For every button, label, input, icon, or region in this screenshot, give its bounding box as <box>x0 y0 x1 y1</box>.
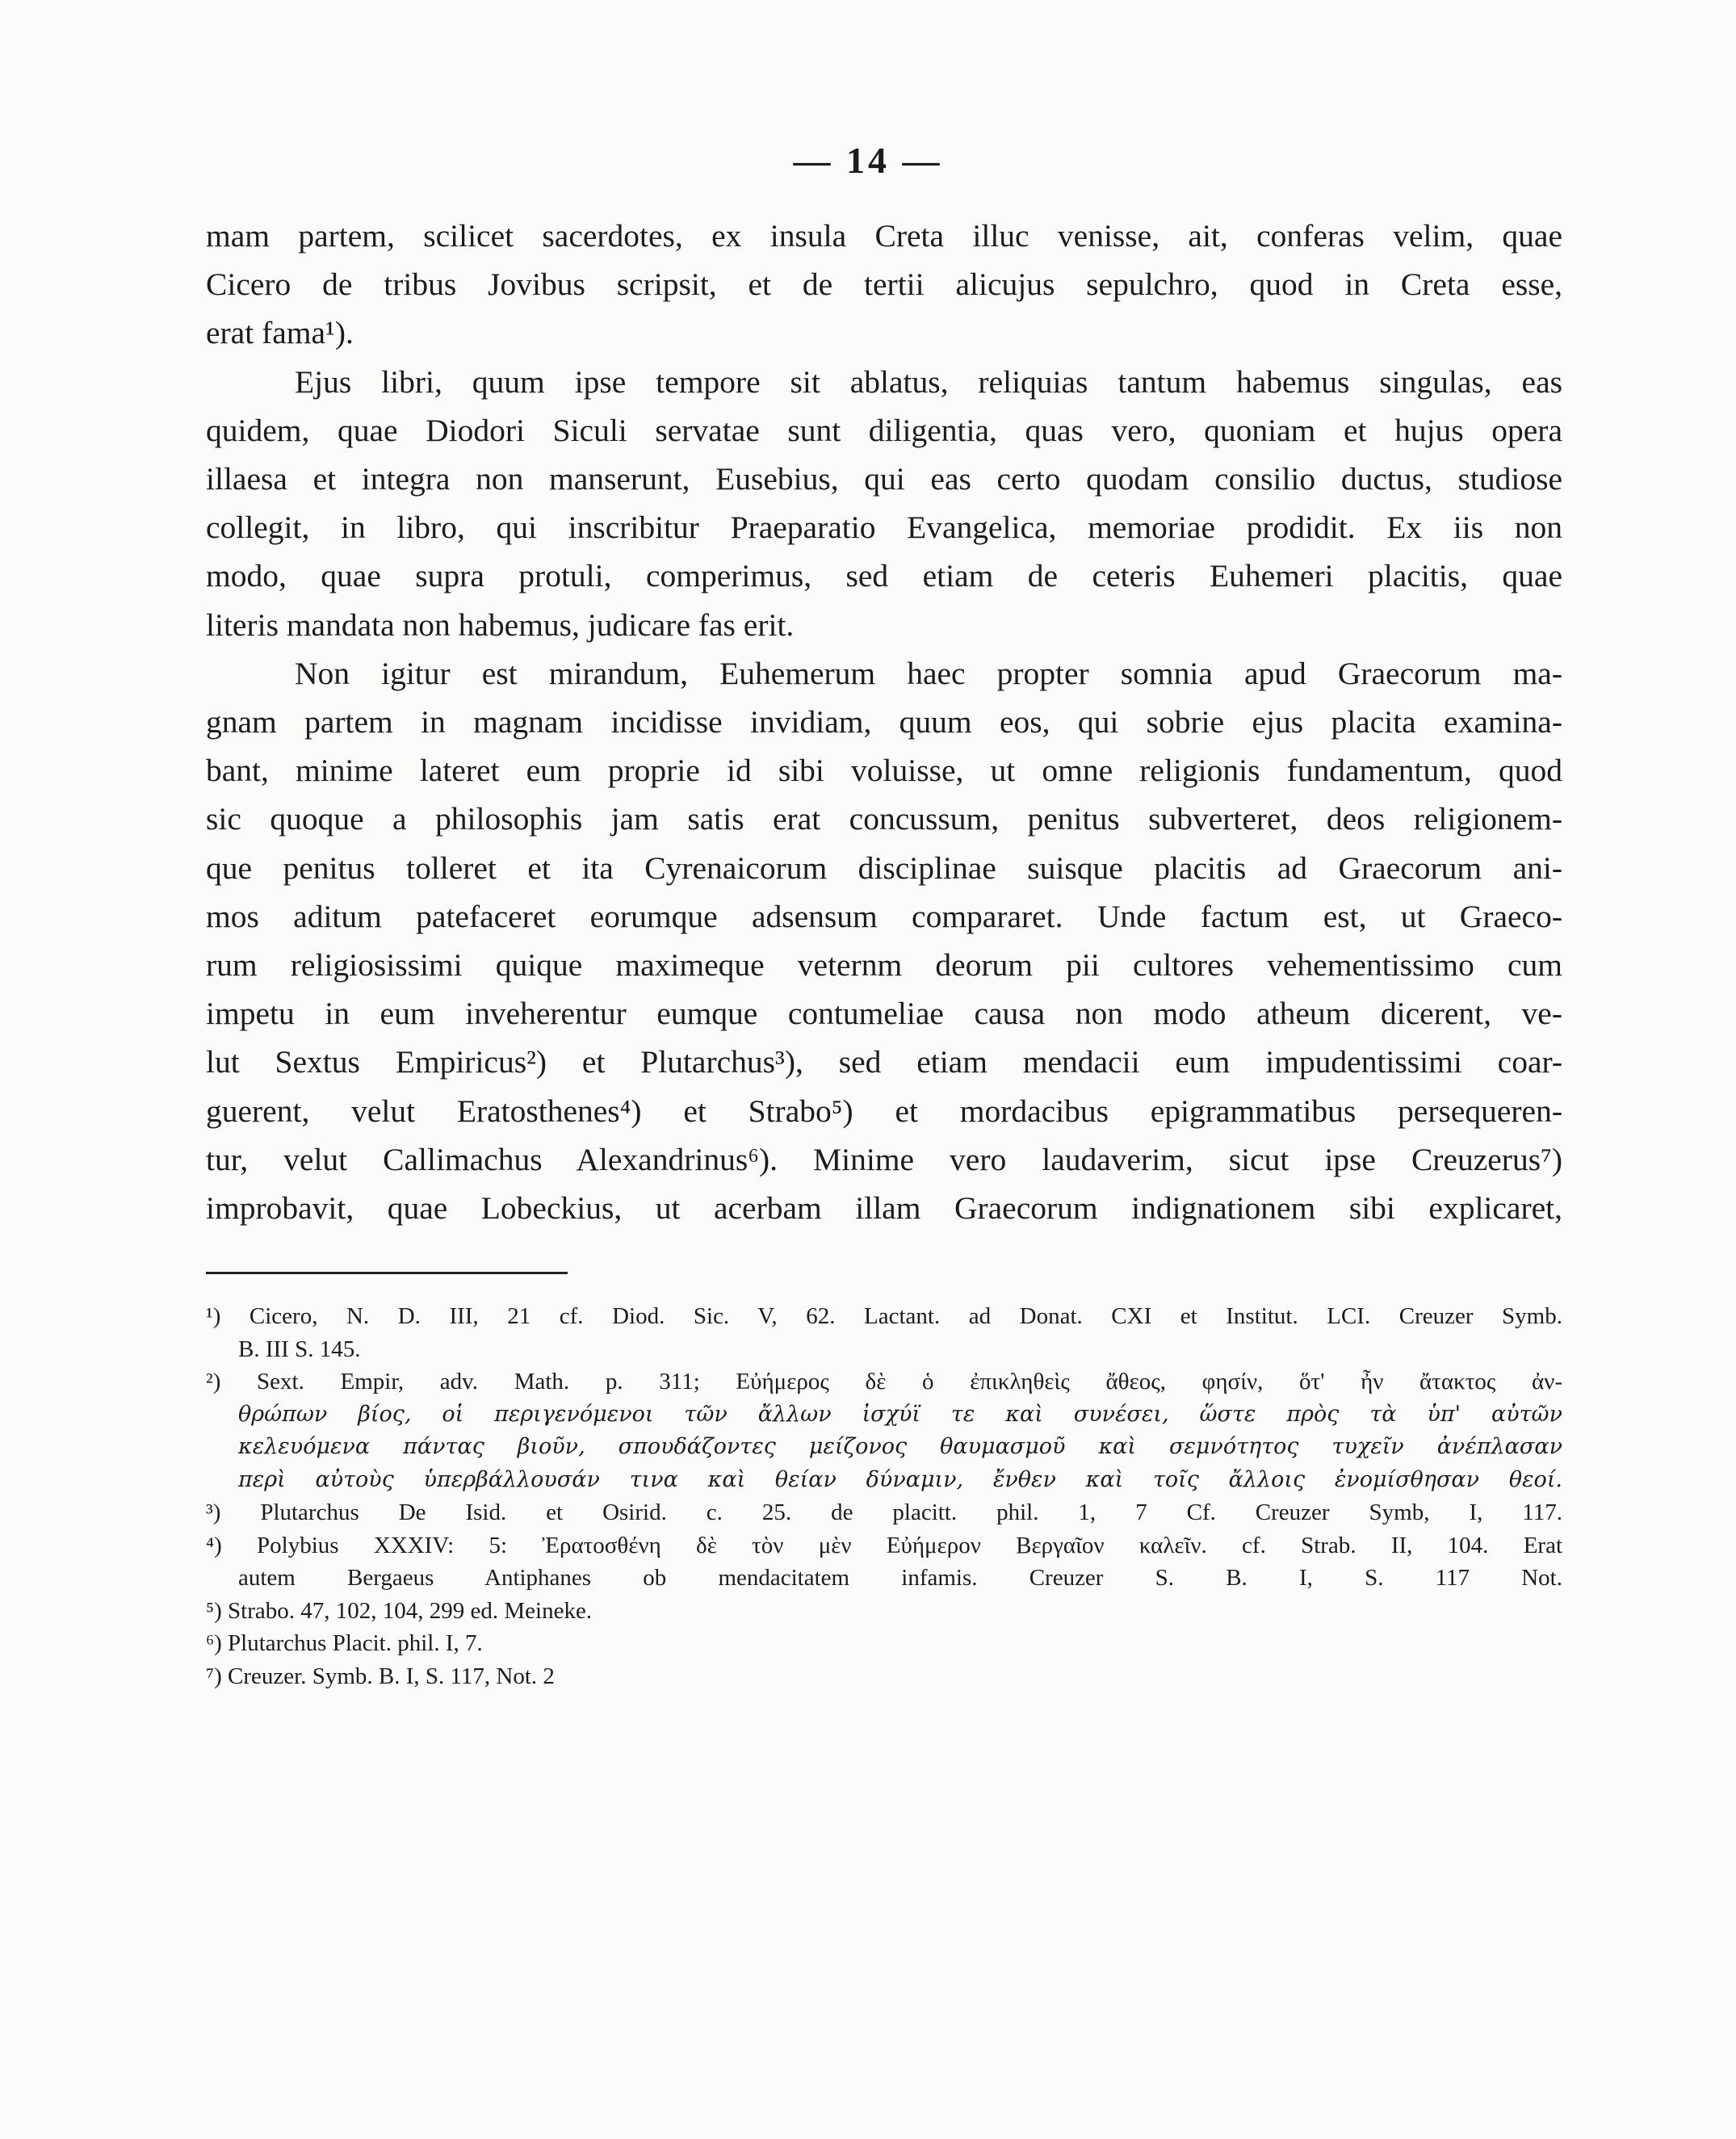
body-line: Non igitur est mirandum, Euhemerum haec propter somnia apud Graecorum ma- <box>295 655 1562 691</box>
footnote-line: ⁵) Strabo. 47, 102, 104, 299 ed. Meineke. <box>206 1597 593 1624</box>
body-line: quidem, quae Diodori Siculi servatae sunt diligentia, quas vero, quoniam et hujus opera <box>206 412 1562 448</box>
footnote-line: ²) Sext. Empir, adv. Math. p. 311; Εὐήμερος δὲ ὁ ἐπικληθεὶς ἄθεος, φησίν, ὅτ' ἦν ἄτακτος ἀν- <box>206 1369 1562 1395</box>
footnote-line: ⁷) Creuzer. Symb. B. I, S. 117, Not. 2 <box>206 1663 555 1689</box>
footnote-line: ⁴) Polybius XXXIV: 5: Ἐρατοσθένη δὲ τὸν μὲν Εὐήμερον Βεργαῖον καλεῖν. cf. Strab. II, 104. Erat <box>206 1532 1562 1558</box>
page-number: — 14 — <box>793 140 943 181</box>
footnote-line: B. III S. 145. <box>238 1336 361 1362</box>
footnote-line: autem Bergaeus Antiphanes ob mendacitatem infamis. Creuzer S. B. I, S. 117 Not. <box>238 1565 1562 1591</box>
body-line: illaesa et integra non manserunt, Eusebius, qui eas certo quodam consilio ductus, studiose <box>206 461 1562 497</box>
main-text <box>206 212 1562 1232</box>
body-line: rum religiosissimi quique maximeque veternm deorum pii cultores vehementissimo cum <box>206 947 1562 984</box>
body-line: erat fama¹). <box>206 315 354 351</box>
body-line: mos aditum patefaceret eorumque adsensum compararet. Unde factum est, ut Graeco- <box>206 898 1562 934</box>
footnote-line: περὶ αὐτοὺς ὑπερβάλλουσάν τινα καὶ θείαν δύναμιν, ἔνθεν καὶ τοῖς ἄλλοις ἐνομίσθησαν θεοί. <box>238 1466 1562 1492</box>
body-line: collegit, in libro, qui inscribitur Praeparatio Evangelica, memoriae prodidit. Ex iis non <box>206 510 1562 546</box>
footnote-line: θρώπων βίος, οἱ περιγενόμενοι τῶν ἄλλων ἰσχύϊ τε καὶ συνέσει, ὥστε πρὸς τὰ ὑπ' αὐτῶν <box>238 1401 1562 1427</box>
footnote-line: ³) Plutarchus De Isid. et Osirid. c. 25. de placitt. phil. 1, 7 Cf. Creuzer Symb, I, 117. <box>206 1499 1562 1525</box>
body-line: impetu in eum inveherentur eumque contumeliae causa non modo atheum dicerent, ve- <box>206 996 1562 1032</box>
body-line: que penitus tolleret et ita Cyrenaicorum disciplinae suisque placitis ad Graecorum ani- <box>206 849 1562 886</box>
body-line: Ejus libri, quum ipse tempore sit ablatus, reliquias tantum habemus singulas, eas <box>295 363 1562 400</box>
body-line: gnam partem in magnam incidisse invidiam, quum eos, qui sobrie ejus placita examina- <box>206 704 1562 740</box>
footnotes <box>206 1300 1562 1692</box>
footnote-line: ⁶) Plutarchus Placit. phil. I, 7. <box>206 1630 483 1656</box>
body-line: mam partem, scilicet sacerdotes, ex insula Creta illuc venisse, ait, conferas velim, quae <box>206 218 1562 254</box>
body-line: bant, minime lateret eum proprie id sibi voluisse, ut omne religionis fundamentum, quod <box>206 753 1562 789</box>
footnote-line: κελευόμενα πάντας βιοῦν, σπουδάζοντες μείζονος θαυμασμοῦ καὶ σεμνότητος τυχεῖν ἀνέπλασαν <box>238 1434 1562 1459</box>
body-line: Cicero de tribus Jovibus scripsit, et de tertii alicujus sepulchro, quod in Creta esse, <box>206 266 1562 303</box>
body-line: modo, quae supra protuli, comperimus, sed etiam de ceteris Euhemeri placitis, quae <box>206 558 1562 594</box>
footnote-divider <box>206 1272 568 1274</box>
body-line: improbavit, quae Lobeckius, ut acerbam illam Graecorum indignationem sibi explicaret, <box>206 1190 1562 1227</box>
body-line: guerent, velut Eratosthenes⁴) et Strabo⁵) et mordacibus epigrammatibus persequeren- <box>206 1093 1562 1129</box>
body-line: tur, velut Callimachus Alexandrinus⁶). Minime vero laudaverim, sicut ipse Creuzerus⁷) <box>206 1141 1562 1177</box>
body-line: sic quoque a philosophis jam satis erat concussum, penitus subverteret, deos religionem- <box>206 801 1562 837</box>
body-line: lut Sextus Empiricus²) et Plutarchus³), sed etiam mendacii eum impudentissimi coar- <box>206 1044 1562 1080</box>
footnote-line: ¹) Cicero, N. D. III, 21 cf. Diod. Sic. V, 62. Lactant. ad Donat. CXI et Institut. LCI. Creuzer Symb. <box>206 1303 1562 1329</box>
body-line: literis mandata non habemus, judicare fas erit. <box>206 606 795 643</box>
